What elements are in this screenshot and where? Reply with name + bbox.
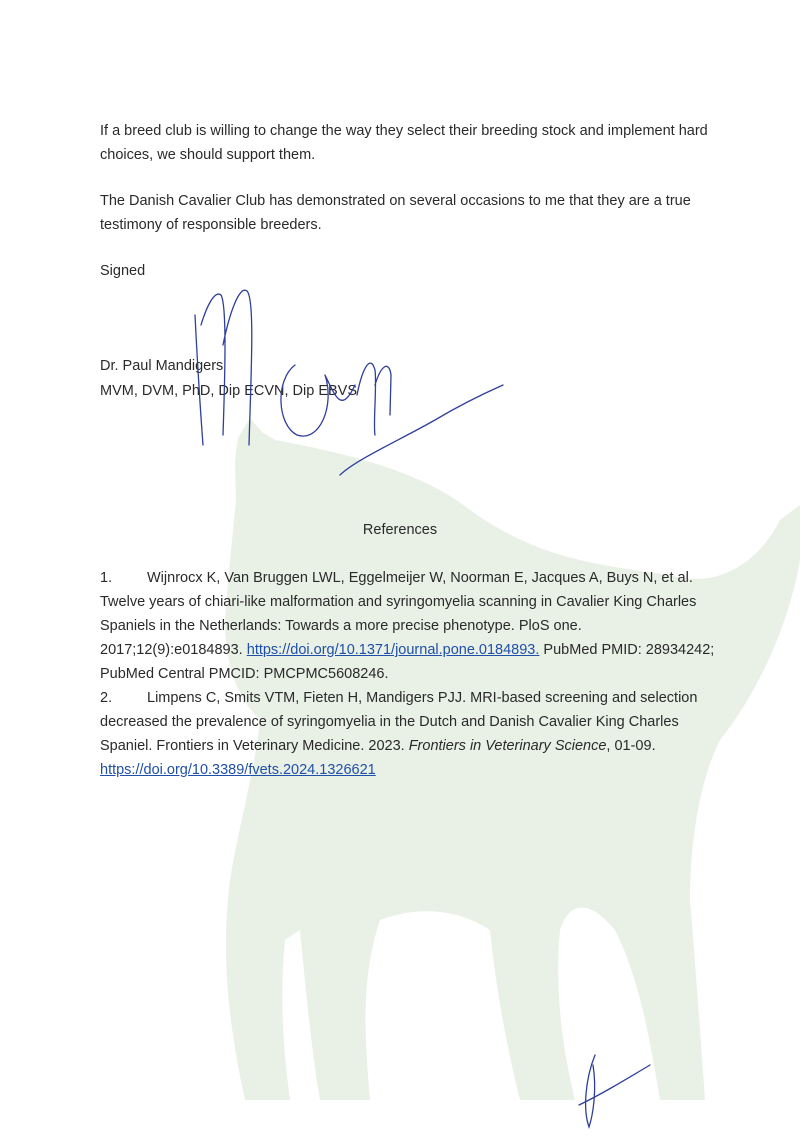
reference-item-2 (100, 686, 720, 782)
reference-journal: Frontiers in Veterinary Science (408, 738, 607, 754)
reference-doi-link[interactable]: https://doi.org/10.3389/fvets.2024.1326621 (100, 762, 376, 778)
reference-tail: PubMed PMID: 28934242; PubMed Central PMCID: PMCPMC5608246. (100, 642, 715, 682)
reference-text: Limpens C, Smits VTM, Fieten H, Mandigers PJJ. MRI-based screening and selection decreased the prevalence of syringomyelia in the Dutch and Danish Cavalier King Charles Spaniel. Frontiers in Veterinary Medicine. 2023. (100, 690, 698, 754)
signatory-name: Dr. Paul Mandigers (100, 358, 224, 374)
reference-item-1 (100, 566, 720, 686)
reference-number: 2. (100, 690, 113, 706)
paragraph-danish-cavalier-club: The Danish Cavalier Club has demonstrated on several occasions to me that they are a true testimony of responsible breeders. (100, 193, 691, 233)
reference-number: 1. (100, 570, 113, 586)
paragraph-support-breed-club: If a breed club is willing to change the way they select their breeding stock and implement hard choices, we should support them. (100, 123, 708, 163)
reference-tail: , 01-09. (606, 738, 656, 754)
signatory-credentials: MVM, DVM, PhD, Dip ECVN, Dip EBVS (100, 383, 358, 399)
handwritten-signature (185, 285, 515, 485)
signed-label: Signed (100, 263, 146, 279)
references-list (100, 566, 720, 782)
reference-doi-link[interactable]: https://doi.org/10.1371/journal.pone.0184893. (246, 642, 540, 658)
handwritten-initials (575, 1045, 655, 1135)
references-title: References (362, 522, 438, 538)
reference-text: Wijnrocx K, Van Bruggen LWL, Eggelmeijer W, Noorman E, Jacques A, Buys N, et al. Twelve years of chiari-like malformation and syringomyelia scanning in Cavalier King Charles Spaniels in the Netherlands: Towards a more precise phenotype. PloS one. 2017;12(9):e0184893. (100, 570, 697, 658)
